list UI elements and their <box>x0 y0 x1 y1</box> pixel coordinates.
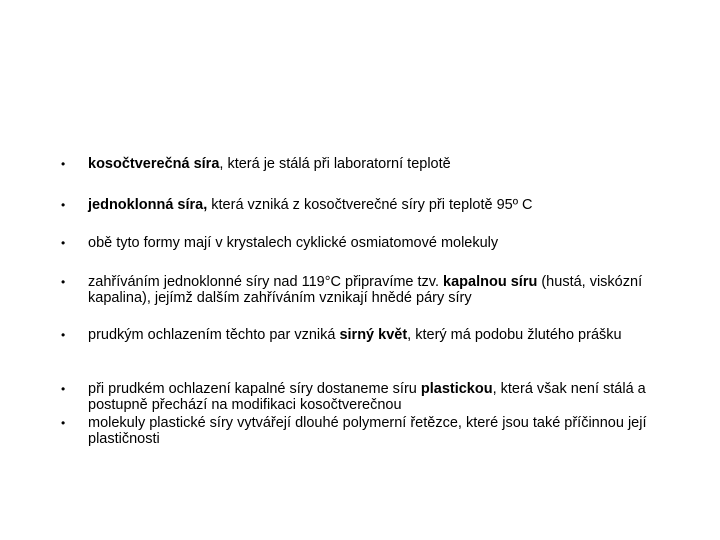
bullet: • <box>61 328 66 342</box>
list-item <box>61 235 678 251</box>
item-text: která vzniká z kosočtverečné síry při teplotě 95º C <box>207 197 533 213</box>
item-text: při prudkém ochlazení kapalné síry dostaneme síru <box>88 381 421 397</box>
bullet: • <box>61 416 66 430</box>
item-text: (hustá, viskózní kapalina), jejímž dalším zahříváním vznikají hnědé páry síry <box>88 274 643 306</box>
item-text: molekuly plastické síry vytvářejí dlouhé polymerní řetězce, které jsou také příčinnou její plastičnosti <box>88 415 647 447</box>
item-text: , který má podobu žlutého prášku <box>407 327 622 343</box>
bullet: • <box>61 236 66 250</box>
term-text: plastickou <box>420 381 493 397</box>
item-text: , která je stálá při laboratorní teplotě <box>219 156 451 172</box>
list-item <box>61 381 678 413</box>
term-text: jednoklonná síra, <box>88 197 208 213</box>
term-text: sirný květ <box>339 327 408 343</box>
list-item <box>61 274 678 306</box>
item-text: obě tyto formy mají v krystalech cyklické osmiatomové molekuly <box>88 235 499 251</box>
list-item <box>61 156 678 172</box>
term-text: kosočtverečná síra <box>88 156 220 172</box>
bullet: • <box>61 157 66 171</box>
bullet: • <box>61 275 66 289</box>
term-text: kapalnou síru <box>443 274 538 290</box>
item-text: , která však není stálá a postupně přechází na modifikaci kosočtverečnou <box>88 381 646 413</box>
item-text: zahříváním jednoklonné síry nad 119°C připravíme tzv. <box>88 274 444 290</box>
bullet: • <box>61 198 66 212</box>
bullet: • <box>61 382 66 396</box>
item-text: prudkým ochlazením těchto par vzniká <box>88 327 340 343</box>
list-item <box>61 327 678 343</box>
list-item <box>61 415 678 447</box>
list-item <box>61 197 678 213</box>
